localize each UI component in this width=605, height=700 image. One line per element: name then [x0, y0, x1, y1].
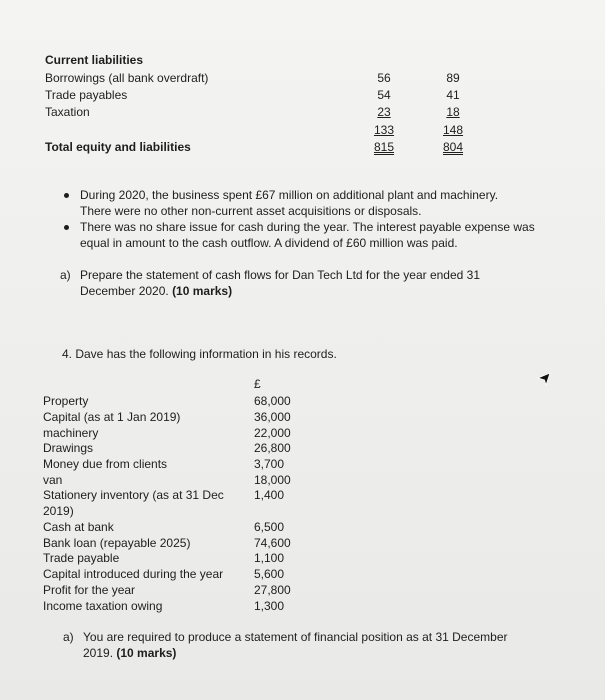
- row-borrowings-label: Borrowings (all bank overdraft): [45, 71, 209, 85]
- total-col1: 815: [373, 140, 395, 154]
- bullet-2-line1: There was no share issue for cash during the year. The interest payable expense was: [80, 220, 535, 234]
- current-liabilities-heading: Current liabilities: [45, 53, 144, 67]
- item-van-value: 18,000: [254, 473, 291, 487]
- question-4a-marker: a): [63, 630, 74, 644]
- row-taxation-col1: 23: [377, 105, 391, 119]
- question-3a-marks: (10 marks): [172, 284, 233, 298]
- bullet-1-line1: During 2020, the business spent £67 million on additional plant and machinery.: [80, 188, 499, 202]
- item-trade-payable-label: Trade payable: [43, 551, 120, 565]
- question-4a-line1: You are required to produce a statement of financial position as at 31 December: [83, 630, 508, 644]
- row-borrowings-col2: 89: [446, 71, 460, 85]
- question-4-text: 4. Dave has the following information in his records.: [62, 347, 337, 361]
- item-profit-value: 27,800: [254, 583, 291, 597]
- currency-header: £: [254, 377, 261, 391]
- question-4a-line2: [83, 646, 176, 660]
- row-borrowings-col1: 56: [377, 71, 391, 85]
- item-stationery-label: Stationery inventory (as at 31 Dec: [43, 488, 224, 502]
- item-capital-label: Capital (as at 1 Jan 2019): [43, 410, 181, 424]
- subtotal-col2: 148: [442, 123, 464, 137]
- item-money-due-value: 3,700: [254, 457, 285, 471]
- item-cash-value: 6,500: [254, 520, 285, 534]
- item-property-label: Property: [43, 394, 89, 408]
- total-equity-liabilities-label: Total equity and liabilities: [45, 140, 191, 154]
- item-property-value: 68,000: [254, 394, 291, 408]
- item-bank-loan-label: Bank loan (repayable 2025): [43, 536, 191, 550]
- bullet-dot-1: [64, 193, 69, 198]
- bullet-1-line2: There were no other non-current asset acquisitions or disposals.: [80, 204, 422, 218]
- row-trade-payables-col2: 41: [446, 88, 460, 102]
- cursor-arrow-icon: [536, 371, 552, 387]
- question-4a-line2-text: 2019.: [83, 646, 114, 660]
- row-taxation-col2: 18: [446, 105, 460, 119]
- item-income-tax-value: 1,300: [254, 599, 285, 613]
- question-3a-line2-text: December 2020.: [80, 284, 169, 298]
- question-3a-line1: Prepare the statement of cash flows for Dan Tech Ltd for the year ended 31: [80, 268, 481, 282]
- item-profit-label: Profit for the year: [43, 583, 136, 597]
- bullet-dot-2: [64, 225, 69, 230]
- item-stationery-value: 1,400: [254, 488, 285, 502]
- item-drawings-label: Drawings: [43, 441, 94, 455]
- item-drawings-value: 26,800: [254, 441, 291, 455]
- item-capital-value: 36,000: [254, 410, 291, 424]
- row-taxation-label: Taxation: [45, 105, 90, 119]
- row-trade-payables-col1: 54: [377, 88, 391, 102]
- question-3a-line2: [80, 284, 232, 298]
- item-trade-payable-value: 1,100: [254, 551, 285, 565]
- total-col2: 804: [442, 140, 464, 154]
- item-income-tax-label: Income taxation owing: [43, 599, 163, 613]
- row-trade-payables-label: Trade payables: [45, 88, 128, 102]
- item-bank-loan-value: 74,600: [254, 536, 291, 550]
- question-4a-marks: (10 marks): [116, 646, 177, 660]
- item-machinery-label: machinery: [43, 426, 99, 440]
- item-capital-introduced-value: 5,600: [254, 567, 285, 581]
- item-capital-introduced-label: Capital introduced during the year: [43, 567, 224, 581]
- subtotal-col1: 133: [373, 123, 395, 137]
- question-3a-marker: a): [60, 268, 71, 282]
- bullet-2-line2: equal in amount to the cash outflow. A dividend of £60 million was paid.: [80, 236, 458, 250]
- item-machinery-value: 22,000: [254, 426, 291, 440]
- item-stationery-label-cont: 2019): [43, 504, 74, 518]
- item-money-due-label: Money due from clients: [43, 457, 168, 471]
- item-cash-label: Cash at bank: [43, 520, 114, 534]
- item-van-label: van: [43, 473, 63, 487]
